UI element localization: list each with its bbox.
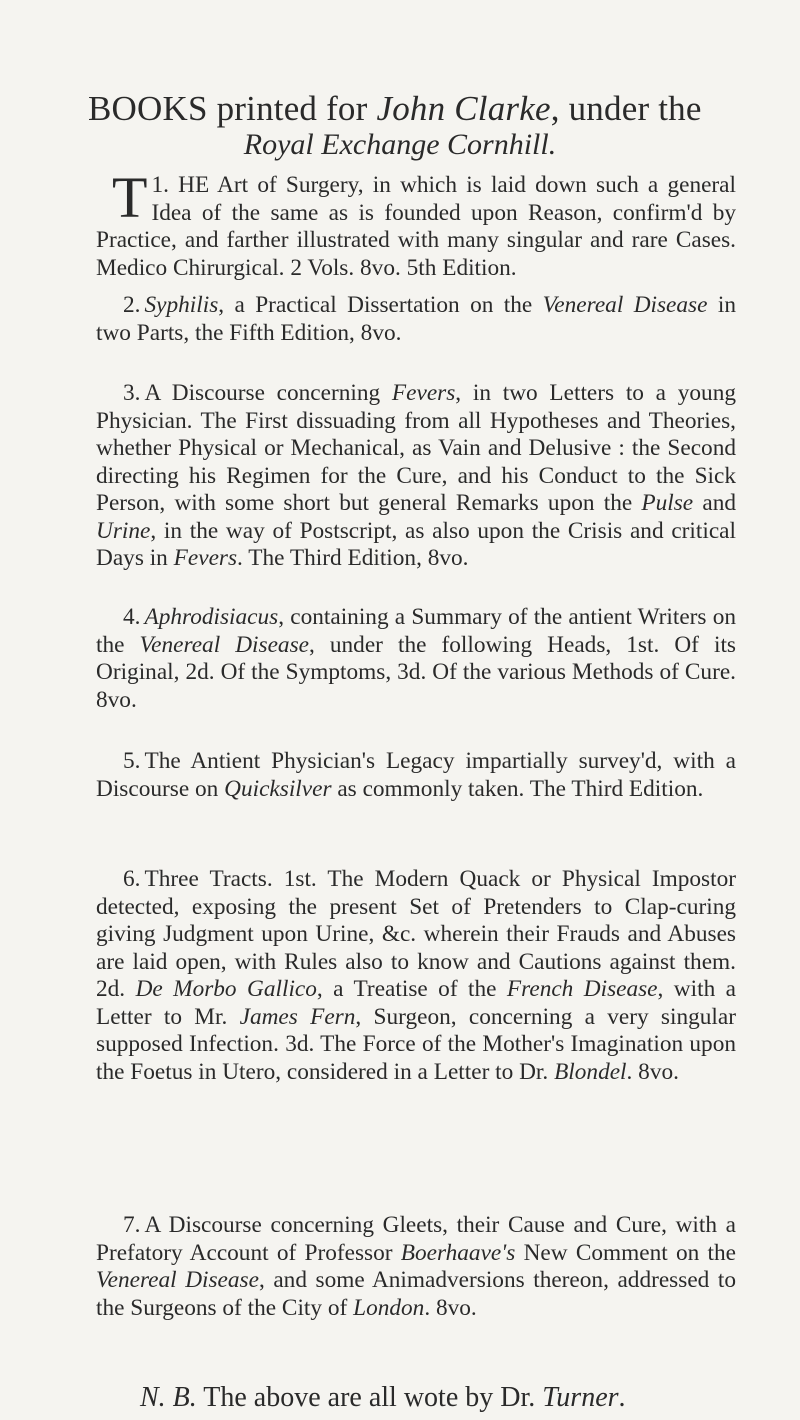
- entry-title: Venereal Disease: [139, 631, 309, 658]
- book-entry-3: [96, 380, 736, 573]
- entry-text: in two Parts, the Fifth Edition, 8vo.: [96, 292, 736, 346]
- heading-publisher: John Clarke: [376, 89, 551, 128]
- entry-title: Fevers: [173, 545, 238, 571]
- entry-text: , with a Letter to Mr.: [96, 976, 736, 1030]
- footer-note: [140, 1382, 626, 1414]
- entry-text: . 8vo.: [626, 1058, 679, 1085]
- book-entry-2: [96, 292, 736, 347]
- entry-text: . The Third Edition, 8vo.: [237, 545, 469, 571]
- heading-location: Royal Exchange Cornhill.: [243, 128, 557, 161]
- entry-title: Venereal Disease: [96, 1267, 259, 1293]
- entry-text: . 8vo.: [424, 1294, 477, 1321]
- heading-books-printed-for: BOOKS printed for: [88, 89, 368, 128]
- entry-title: Blondel: [554, 1058, 627, 1085]
- entry-number: 2.: [123, 292, 141, 318]
- entry-text: Three Tracts. 1st. The Modern Quack or Physical Impostor detected, exposing the present Set of Pretenders to Clap-curing giving Judgment upon Urine, &c. wherein their Frauds and Abuses are laid open, with Rules also to know and Cautions against them. 2d.: [96, 866, 736, 1002]
- entry-text: as commonly taken. The Third Edition.: [331, 775, 704, 802]
- page-heading: [88, 88, 728, 130]
- entry-text: , containing a Summary of the antient Writers on the: [96, 604, 736, 658]
- heading-under-the: , under the: [550, 89, 702, 128]
- note-end: .: [618, 1382, 626, 1413]
- entry-text: , a Treatise of the: [316, 976, 507, 1002]
- entry-text: HE Art of Surgery, in which is laid down such a general Idea of the same as is founded upon Reason, confirm'd by Practice, and farther illustrated with many singular and rare Cases. Medico Chirurgical. 2 Vols. 8vo. 5th Edition.: [96, 172, 736, 281]
- entry-text: A Discourse concerning: [144, 380, 392, 406]
- entry-text: , and some Animadversions thereon, addressed to the Surgeons of the City of: [96, 1267, 736, 1321]
- entry-text: New Comment on the: [515, 1239, 736, 1266]
- entry-text: The Antient Physician's Legacy impartially survey'd, with a Discourse on: [96, 748, 736, 802]
- book-entry-6: [96, 866, 736, 1086]
- entry-title: Quicksilver: [224, 775, 332, 802]
- entry-text: , Surgeon, concerning a very singular supposed Infection. 3d. The Force of the Mother's Imagination upon the Foetus in Utero, considered in a Letter to Dr.: [96, 1003, 736, 1085]
- book-entry-1: [96, 165, 736, 282]
- entry-title: De Morbo Gallico: [135, 976, 317, 1002]
- entry-number: 7.: [123, 1212, 141, 1238]
- entry-title: James Fern: [239, 1003, 356, 1030]
- entry-title: Venereal Disease: [542, 292, 708, 318]
- entry-text: , a Practical Dissertation on the: [218, 292, 543, 318]
- entry-title: Aphrodisiacus: [144, 604, 279, 630]
- entry-text: , under the following Heads, 1st. Of its Original, 2d. Of the Symptoms, 3d. Of the various Methods of Cure. 8vo.: [96, 631, 736, 713]
- entry-number: 1.: [151, 172, 169, 198]
- entry-title: French Disease: [506, 976, 658, 1002]
- entry-title: Syphilis: [144, 292, 219, 318]
- entry-number: 6.: [123, 866, 141, 892]
- book-entry-4: [96, 604, 736, 714]
- entry-title: London: [353, 1294, 425, 1321]
- book-entry-7: [96, 1212, 736, 1322]
- entry-text: A Discourse concerning Gleets, their Cause and Cure, with a Prefatory Account of Professor: [96, 1212, 736, 1266]
- drop-cap: T: [112, 165, 148, 230]
- entry-title: Pulse: [641, 490, 694, 516]
- note-nb: N. B.: [140, 1382, 197, 1413]
- entry-title: Boerhaave's: [400, 1239, 516, 1266]
- entry-text: , in the way of Postscript, as also upon the Crisis and critical Days in: [96, 517, 736, 571]
- entry-number: 3.: [123, 380, 141, 406]
- entry-text: and: [693, 490, 736, 516]
- note-author: Turner: [542, 1382, 619, 1413]
- entry-text: , in two Letters to a young Physician. The First dissuading from all Hypotheses and Theories, whether Physical or Mechanical, as Vain and Delusive : the Second directing his Regimen for the Cure, and his Conduct to the Sick Person, with some short but general Remarks upon the: [96, 380, 736, 516]
- entry-title: Fevers: [391, 380, 456, 406]
- entry-title: Urine: [96, 517, 151, 544]
- entry-number: 4.: [123, 604, 141, 630]
- book-entry-5: [96, 748, 736, 803]
- note-text: The above are all wote by Dr.: [196, 1382, 543, 1413]
- entry-number: 5.: [123, 748, 141, 774]
